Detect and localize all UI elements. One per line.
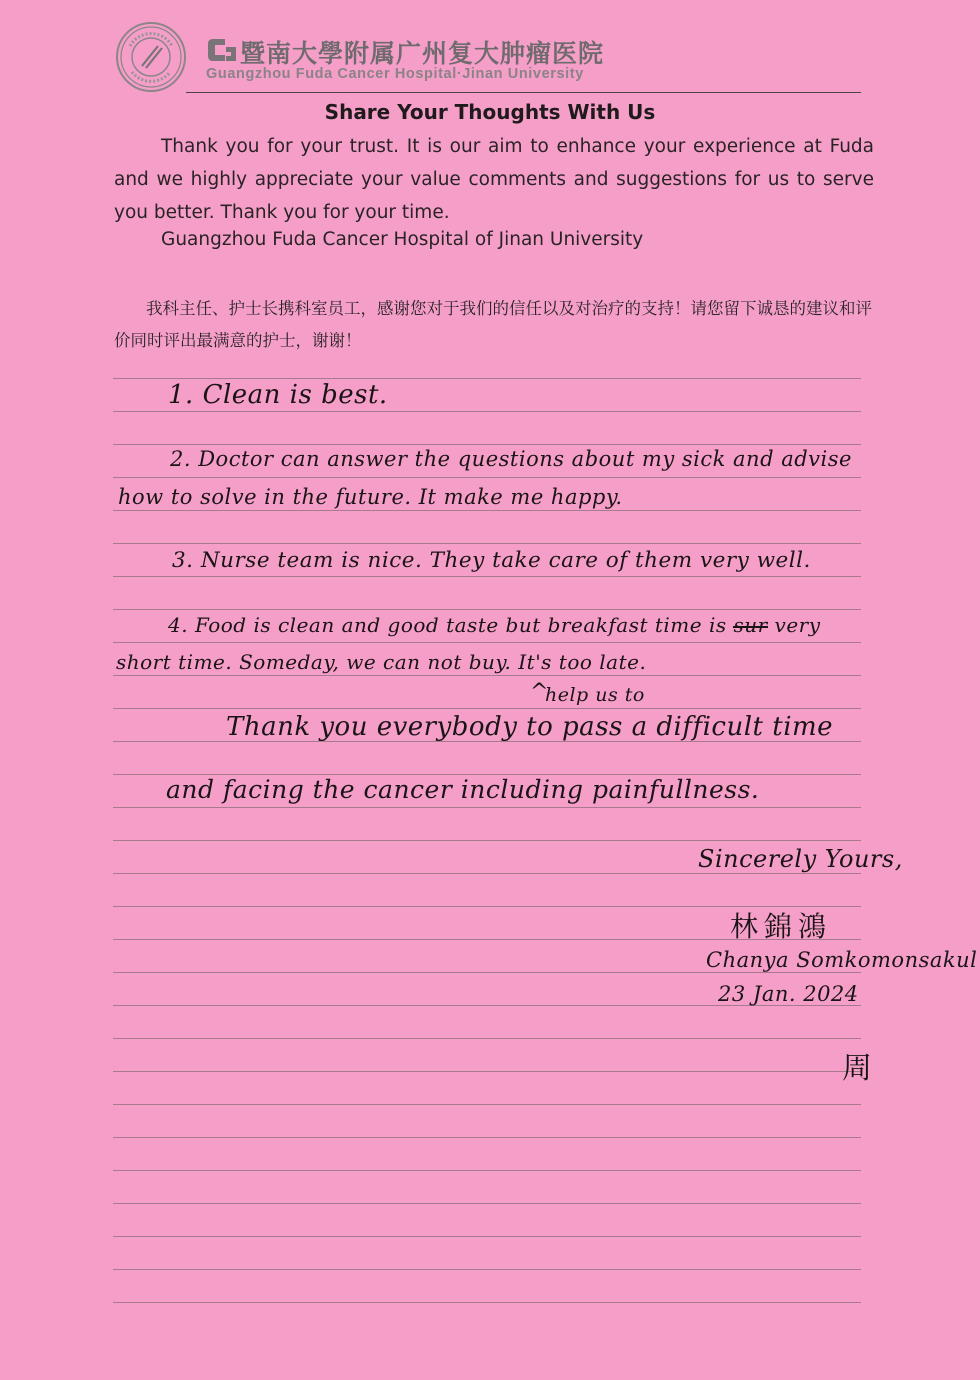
quality-seal-icon — [116, 22, 186, 92]
ruled-line — [113, 972, 861, 973]
ruled-line — [113, 1038, 861, 1039]
ruled-line — [113, 1302, 861, 1303]
comment-item-2-line-1: 2. Doctor can answer the questions about my sick and advise — [170, 447, 852, 471]
inserted-phrase: help us to — [545, 684, 645, 706]
comment-item-4-line-1 — [168, 613, 821, 637]
ruled-line — [113, 1104, 861, 1105]
form-title: Share Your Thoughts With Us — [324, 100, 656, 124]
ruled-line — [113, 1203, 861, 1204]
ruled-line — [113, 807, 861, 808]
struck-out-word: sur — [733, 613, 768, 637]
ruled-line — [113, 1170, 861, 1171]
ruled-line — [113, 1071, 861, 1072]
comment-item-3: 3. Nurse team is nice. They take care of them very well. — [172, 548, 811, 573]
ruled-line — [113, 477, 861, 478]
comment-item-1: 1. Clean is best. — [168, 380, 388, 410]
intro-signature: Guangzhou Fuda Cancer Hospital of Jinan University — [161, 229, 644, 250]
ruled-line — [113, 675, 861, 676]
insertion-caret-icon: ^ — [530, 680, 549, 705]
bottom-mark: 周 — [842, 1051, 873, 1086]
hospital-logo-icon — [205, 36, 239, 64]
ruled-line — [113, 444, 861, 445]
hospital-name-cn: 暨南大學附属广州复大肿瘤医院 — [240, 39, 605, 68]
ruled-line — [113, 840, 861, 841]
intro-paragraph-cn: 我科主任、护士长携科室员工，感谢您对于我们的信任以及对治疗的支持！请您留下诚恳的建议和评价同时评出最满意的护士，谢谢！ — [114, 299, 872, 350]
ruled-line — [113, 1137, 861, 1138]
ruled-line — [113, 411, 861, 412]
intro-paragraph: Thank you for your trust. It is our aim to enhance your experience at Fuda and we highly appreciate your value comments and suggestions for us to serve you better. Thank you for your time. — [114, 136, 874, 223]
ruled-line — [113, 378, 861, 379]
ruled-line — [113, 873, 861, 874]
closing-salutation: Sincerely Yours, — [698, 845, 903, 873]
header-divider — [186, 92, 861, 93]
ruled-line — [113, 708, 861, 709]
thanks-line-2: and facing the cancer including painfullness. — [166, 775, 760, 804]
ruled-line — [113, 543, 861, 544]
comment-item-4-line-2: short time. Someday, we can not buy. It's too late. — [116, 650, 647, 674]
comment-item-4-text: 4. Food is clean and good taste but breakfast time is — [168, 613, 727, 637]
hospital-name-en: Guangzhou Fuda Cancer Hospital·Jinan University — [206, 66, 584, 82]
signer-name-en: Chanya Somkomonsakul — [706, 948, 978, 972]
ruled-line — [113, 609, 861, 610]
ruled-line — [113, 576, 861, 577]
comment-item-2-line-2: how to solve in the future. It make me happy. — [118, 485, 623, 509]
signer-name-cn: 林錦鴻 — [730, 910, 833, 943]
ruled-line — [113, 642, 861, 643]
comment-item-4-text-end: very — [774, 613, 821, 637]
thanks-line-1: Thank you everybody to pass a difficult time — [226, 712, 834, 742]
ruled-line — [113, 1236, 861, 1237]
ruled-line — [113, 510, 861, 511]
signature-date: 23 Jan. 2024 — [718, 982, 859, 1006]
ruled-line — [113, 1269, 861, 1270]
